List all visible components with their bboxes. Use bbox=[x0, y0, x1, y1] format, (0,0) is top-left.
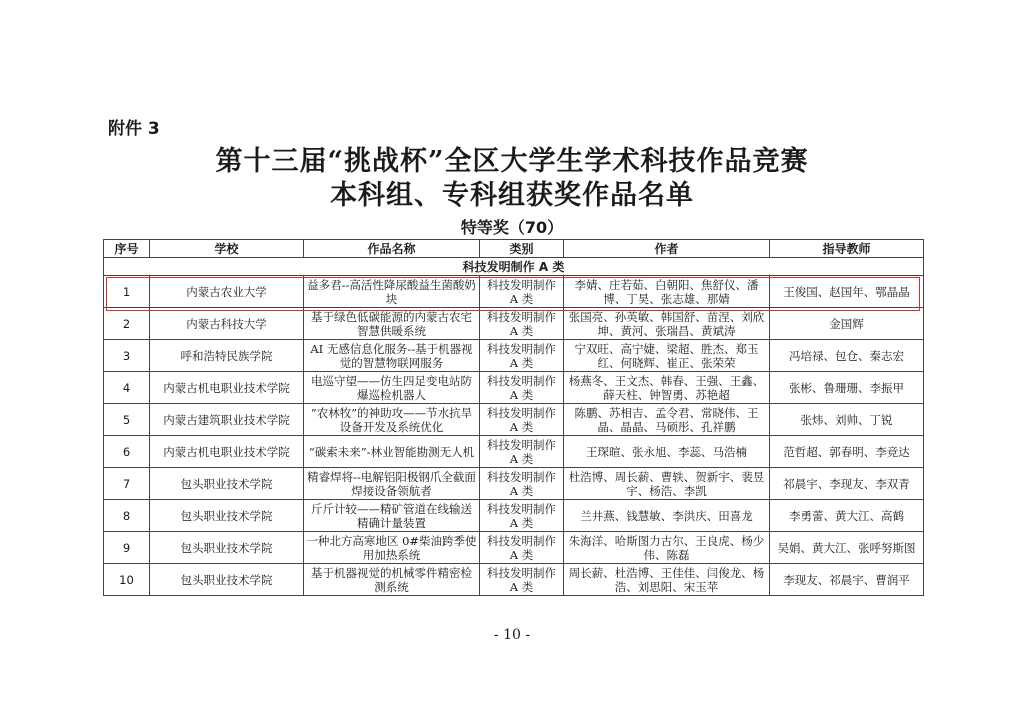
cell-work: 益多君--高活性降尿酸益生菌酸奶块 bbox=[304, 276, 480, 308]
section-row bbox=[104, 258, 924, 276]
cell-category: 科技发明制作 A 类 bbox=[480, 564, 564, 596]
cell-school: 呼和浩特民族学院 bbox=[150, 340, 304, 372]
cell-authors: 杨燕冬、王文杰、韩春、王强、王鑫、薛天柱、钟智勇、苏艳超 bbox=[564, 372, 770, 404]
cell-school: 内蒙古机电职业技术学院 bbox=[150, 372, 304, 404]
cell-index: 7 bbox=[104, 468, 150, 500]
cell-work: “碳索未来”-林业智能勘测无人机 bbox=[304, 436, 480, 468]
document-title-line-1: 第十三届“挑战杯”全区大学生学术科技作品竞赛 bbox=[215, 146, 809, 177]
document-title-line-2: 本科组、专科组获奖作品名单 bbox=[330, 180, 694, 211]
cell-category: 科技发明制作 A 类 bbox=[480, 340, 564, 372]
cell-advisors: 范哲超、郭春明、李竞达 bbox=[770, 436, 924, 468]
cell-index: 8 bbox=[104, 500, 150, 532]
column-header-index: 序号 bbox=[104, 240, 150, 258]
cell-authors: 张国亮、孙英敏、韩国舒、苗涅、刘欣坤、黄河、张瑞昌、黄斌涛 bbox=[564, 308, 770, 340]
cell-advisors: 祁晨宇、李现友、李双青 bbox=[770, 468, 924, 500]
cell-authors: 王琛暄、张永旭、李蕊、马浩楠 bbox=[564, 436, 770, 468]
cell-authors: 朱海洋、哈斯图力古尔、王良虎、杨少伟、陈磊 bbox=[564, 532, 770, 564]
cell-category: 科技发明制作 A 类 bbox=[480, 404, 564, 436]
cell-authors: 周长薪、杜浩博、王佳佳、闫俊龙、杨浩、刘思阳、宋玉苹 bbox=[564, 564, 770, 596]
cell-advisors: 王俊国、赵国年、鄂晶晶 bbox=[770, 276, 924, 308]
cell-work: 精睿焊将--电解铝阳极钢爪全截面焊接设备领航者 bbox=[304, 468, 480, 500]
cell-advisors: 金国辉 bbox=[770, 308, 924, 340]
cell-school: 包头职业技术学院 bbox=[150, 564, 304, 596]
award-heading: 特等奖（70） bbox=[460, 218, 564, 237]
cell-index: 1 bbox=[104, 276, 150, 308]
cell-school: 内蒙古建筑职业技术学院 bbox=[150, 404, 304, 436]
table-row bbox=[104, 276, 924, 308]
cell-authors: 宁双旺、高宁婕、梁超、胜杰、郑玉红、何晓辉、崔正、张荣荣 bbox=[564, 340, 770, 372]
cell-authors: 陈鹏、苏相吉、孟令君、常晓伟、王晶、晶晶、马硕彤、孔祥鹏 bbox=[564, 404, 770, 436]
section-label: 科技发明制作 A 类 bbox=[104, 258, 924, 276]
cell-advisors: 冯培禄、包仓、秦志宏 bbox=[770, 340, 924, 372]
awards-table bbox=[103, 239, 924, 596]
cell-advisors: 李勇蕾、黄大江、高鹤 bbox=[770, 500, 924, 532]
cell-advisors: 张炜、刘帅、丁锐 bbox=[770, 404, 924, 436]
cell-advisors: 李现友、祁晨宇、曹润平 bbox=[770, 564, 924, 596]
cell-advisors: 张彬、鲁珊珊、李振甲 bbox=[770, 372, 924, 404]
cell-work: 一种北方高寒地区 0#柴油跨季使用加热系统 bbox=[304, 532, 480, 564]
cell-category: 科技发明制作 A 类 bbox=[480, 276, 564, 308]
cell-work: 电巡守望——仿生四足变电站防爆巡检机器人 bbox=[304, 372, 480, 404]
cell-category: 科技发明制作 A 类 bbox=[480, 500, 564, 532]
table-row bbox=[104, 340, 924, 372]
table-row bbox=[104, 436, 924, 468]
attachment-label: 附件 3 bbox=[108, 119, 160, 139]
table-row bbox=[104, 468, 924, 500]
cell-work: ”农林牧”的神助攻——节水抗旱设备开发及系统优化 bbox=[304, 404, 480, 436]
cell-school: 内蒙古科技大学 bbox=[150, 308, 304, 340]
cell-index: 10 bbox=[104, 564, 150, 596]
cell-category: 科技发明制作 A 类 bbox=[480, 532, 564, 564]
cell-index: 6 bbox=[104, 436, 150, 468]
cell-school: 内蒙古农业大学 bbox=[150, 276, 304, 308]
column-header-authors: 作者 bbox=[564, 240, 770, 258]
table-row bbox=[104, 532, 924, 564]
cell-advisors: 吴娟、黄大江、张呼努斯图 bbox=[770, 532, 924, 564]
table-row bbox=[104, 564, 924, 596]
column-header-school: 学校 bbox=[150, 240, 304, 258]
cell-work: AI 无感信息化服务--基于机器视觉的智慧物联网服务 bbox=[304, 340, 480, 372]
cell-index: 5 bbox=[104, 404, 150, 436]
cell-work: 基于绿色低碳能源的内蒙古农宅智慧供暖系统 bbox=[304, 308, 480, 340]
table-row bbox=[104, 404, 924, 436]
table-body bbox=[104, 258, 924, 596]
column-header-advisors: 指导教师 bbox=[770, 240, 924, 258]
column-header-category: 类别 bbox=[480, 240, 564, 258]
table-row bbox=[104, 500, 924, 532]
cell-school: 包头职业技术学院 bbox=[150, 468, 304, 500]
cell-index: 2 bbox=[104, 308, 150, 340]
cell-authors: 兰井燕、钱慧敏、李洪庆、田喜龙 bbox=[564, 500, 770, 532]
table-header-row bbox=[104, 240, 924, 258]
cell-school: 包头职业技术学院 bbox=[150, 500, 304, 532]
cell-work: 斤斤计较——精矿管道在线输送精确计量装置 bbox=[304, 500, 480, 532]
table-row bbox=[104, 372, 924, 404]
cell-authors: 杜浩博、周长薪、曹轶、贺新宇、裴昱宇、杨浩、李凯 bbox=[564, 468, 770, 500]
cell-school: 内蒙古机电职业技术学院 bbox=[150, 436, 304, 468]
table-row bbox=[104, 308, 924, 340]
cell-index: 4 bbox=[104, 372, 150, 404]
cell-work: 基于机器视觉的机械零件精密检测系统 bbox=[304, 564, 480, 596]
cell-index: 9 bbox=[104, 532, 150, 564]
cell-index: 3 bbox=[104, 340, 150, 372]
cell-authors: 李婧、庄若茹、白朝阳、焦舒仪、潘博、丁昊、张志雄、那婧 bbox=[564, 276, 770, 308]
cell-category: 科技发明制作 A 类 bbox=[480, 372, 564, 404]
cell-school: 包头职业技术学院 bbox=[150, 532, 304, 564]
page-number: - 10 - bbox=[493, 627, 531, 643]
cell-category: 科技发明制作 A 类 bbox=[480, 308, 564, 340]
column-header-work: 作品名称 bbox=[304, 240, 480, 258]
cell-category: 科技发明制作 A 类 bbox=[480, 436, 564, 468]
cell-category: 科技发明制作 A 类 bbox=[480, 468, 564, 500]
